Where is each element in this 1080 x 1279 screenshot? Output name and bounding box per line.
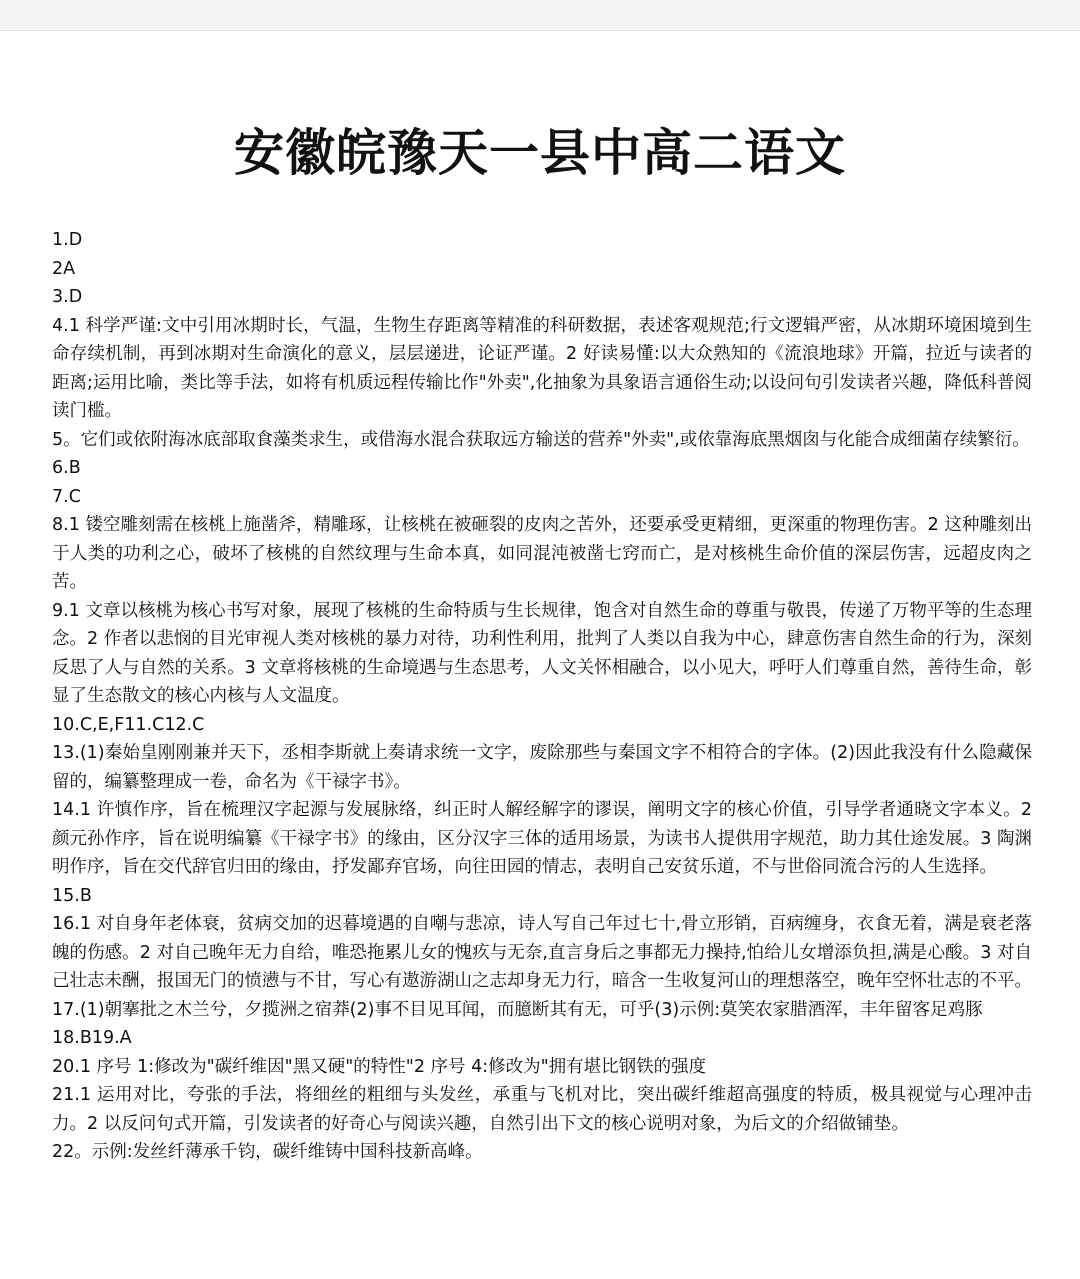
top-bar [0, 0, 1080, 31]
answer-21: 21.1 运用对比，夸张的手法，将细丝的粗细与头发丝，承重与飞机对比，突出碳纤维超高强度的特质，极具视觉与心理冲击力。2 以反问句式开篇，引发读者的好奇心与阅读兴趣，自然引出下文的核心说明对象，为后文的介绍做铺垫。 [52, 1085, 1032, 1134]
answer-2: 2A [52, 258, 76, 279]
answer-10-12: 10.C,E,F11.C12.C [52, 714, 205, 735]
answer-22: 22。示例:发丝纤薄承千钧，碳纤维铸中国科技新高峰。 [52, 1142, 483, 1162]
answer-1: 1.D [52, 230, 83, 250]
page-title: 安徽皖豫天一县中高二语文 [234, 124, 846, 182]
answer-list [52, 226, 1032, 1167]
answer-16: 16.1 对自身年老体衰，贫病交加的迟暮境遇的自嘲与悲凉，诗人写自己年过七十,骨立形销，百病缠身，衣食无着，满是衰老落魄的伤感。2 对自己晚年无力自给，唯恐拖累儿女的愧疚与无奈,直言身后之事都无力操持,怕给儿女增添负担,满是心酸。3 对自己壮志未酬，报国无门的愤懑与不甘，写心有遨游湖山之志却身无力行，暗含一生收复河山的理想落空，晚年空怀壮志的不平。 [52, 914, 1032, 991]
answer-13: 13.(1)秦始皇刚刚兼并天下，丞相李斯就上奏请求统一文字，废除那些与秦国文字不相符合的字体。(2)因此我没有什么隐藏保留的，编纂整理成一卷，命名为《干禄字书》。 [52, 743, 1032, 792]
answer-9: 9.1 文章以核桃为核心书写对象，展现了核桃的生命特质与生长规律，饱含对自然生命的尊重与敬畏，传递了万物平等的生态理念。2 作者以悲悯的目光审视人类对核桃的暴力对待，功利性利用，批判了人类以自我为中心，肆意伤害自然生命的行为，深刻反思了人与自然的关系。3 文章将核桃的生命境遇与生态思考，人文关怀相融合，以小见大，呼吁人们尊重自然，善待生命，彰显了生态散文的核心内核与人文温度。 [52, 600, 1032, 706]
answer-17: 17.(1)朝搴批之木兰兮，夕揽洲之宿莽(2)事不目见耳闻，而臆断其有无，可乎(3)示例:莫笑农家腊酒浑，丰年留客足鸡豚 [52, 999, 983, 1020]
answer-4: 4.1 科学严谨:文中引用冰期时长，气温，生物生存距离等精准的科研数据，表述客观规范;行文逻辑严密，从冰期环境困境到生命存续机制，再到冰期对生命演化的意义，层层递进，论证严谨。2 好读易懂:以大众熟知的《流浪地球》开篇，拉近与读者的距离;运用比喻，类比等手法，如将有机质远程传输比作"外卖",化抽象为具象语言通俗生动;以设问句引发读者兴趣，降低科普阅读门槛。 [52, 315, 1032, 421]
answer-20: 20.1 序号 1:修改为"碳纤维因"黑又硬"的特性"2 序号 4:修改为"拥有堪比钢铁的强度 [52, 1056, 707, 1077]
answer-14: 14.1 许慎作序，旨在梳理汉字起源与发展脉络，纠正时人解经解字的谬误，阐明文字的核心价值，引导学者通晓文字本义。2 颜元孙作序，旨在说明编纂《干禄字书》的缘由，区分汉字三体的适用场景，为读书人提供用字规范，助力其仕途发展。3 陶渊明作序，旨在交代辞官归田的缘由，抒发鄙弃官场，向往田园的情志，表明自己安贫乐道，不与世俗同流合污的人生选择。 [52, 800, 1032, 877]
answer-7: 7.C [52, 486, 81, 507]
answer-5: 5。它们或依附海冰底部取食藻类求生，或借海水混合获取远方输送的营养"外卖",或依靠海底黑烟囱与化能合成细菌存续繁衍。 [52, 429, 1030, 450]
answer-18-19: 18.B19.A [52, 1028, 132, 1048]
answer-6: 6.B [52, 458, 81, 478]
answer-8: 8.1 镂空雕刻需在核桃上施凿斧，精雕琢，让核桃在被砸裂的皮肉之苦外，还要承受更精细，更深重的物理伤害。2 这种雕刻出于人类的功利之心，破坏了核桃的自然纹理与生命本真，如同混沌被凿七窍而亡，是对核桃生命价值的深层伤害，远超皮肉之苦。 [52, 515, 1032, 592]
answer-15: 15.B [52, 885, 92, 906]
answer-3: 3.D [52, 287, 83, 307]
